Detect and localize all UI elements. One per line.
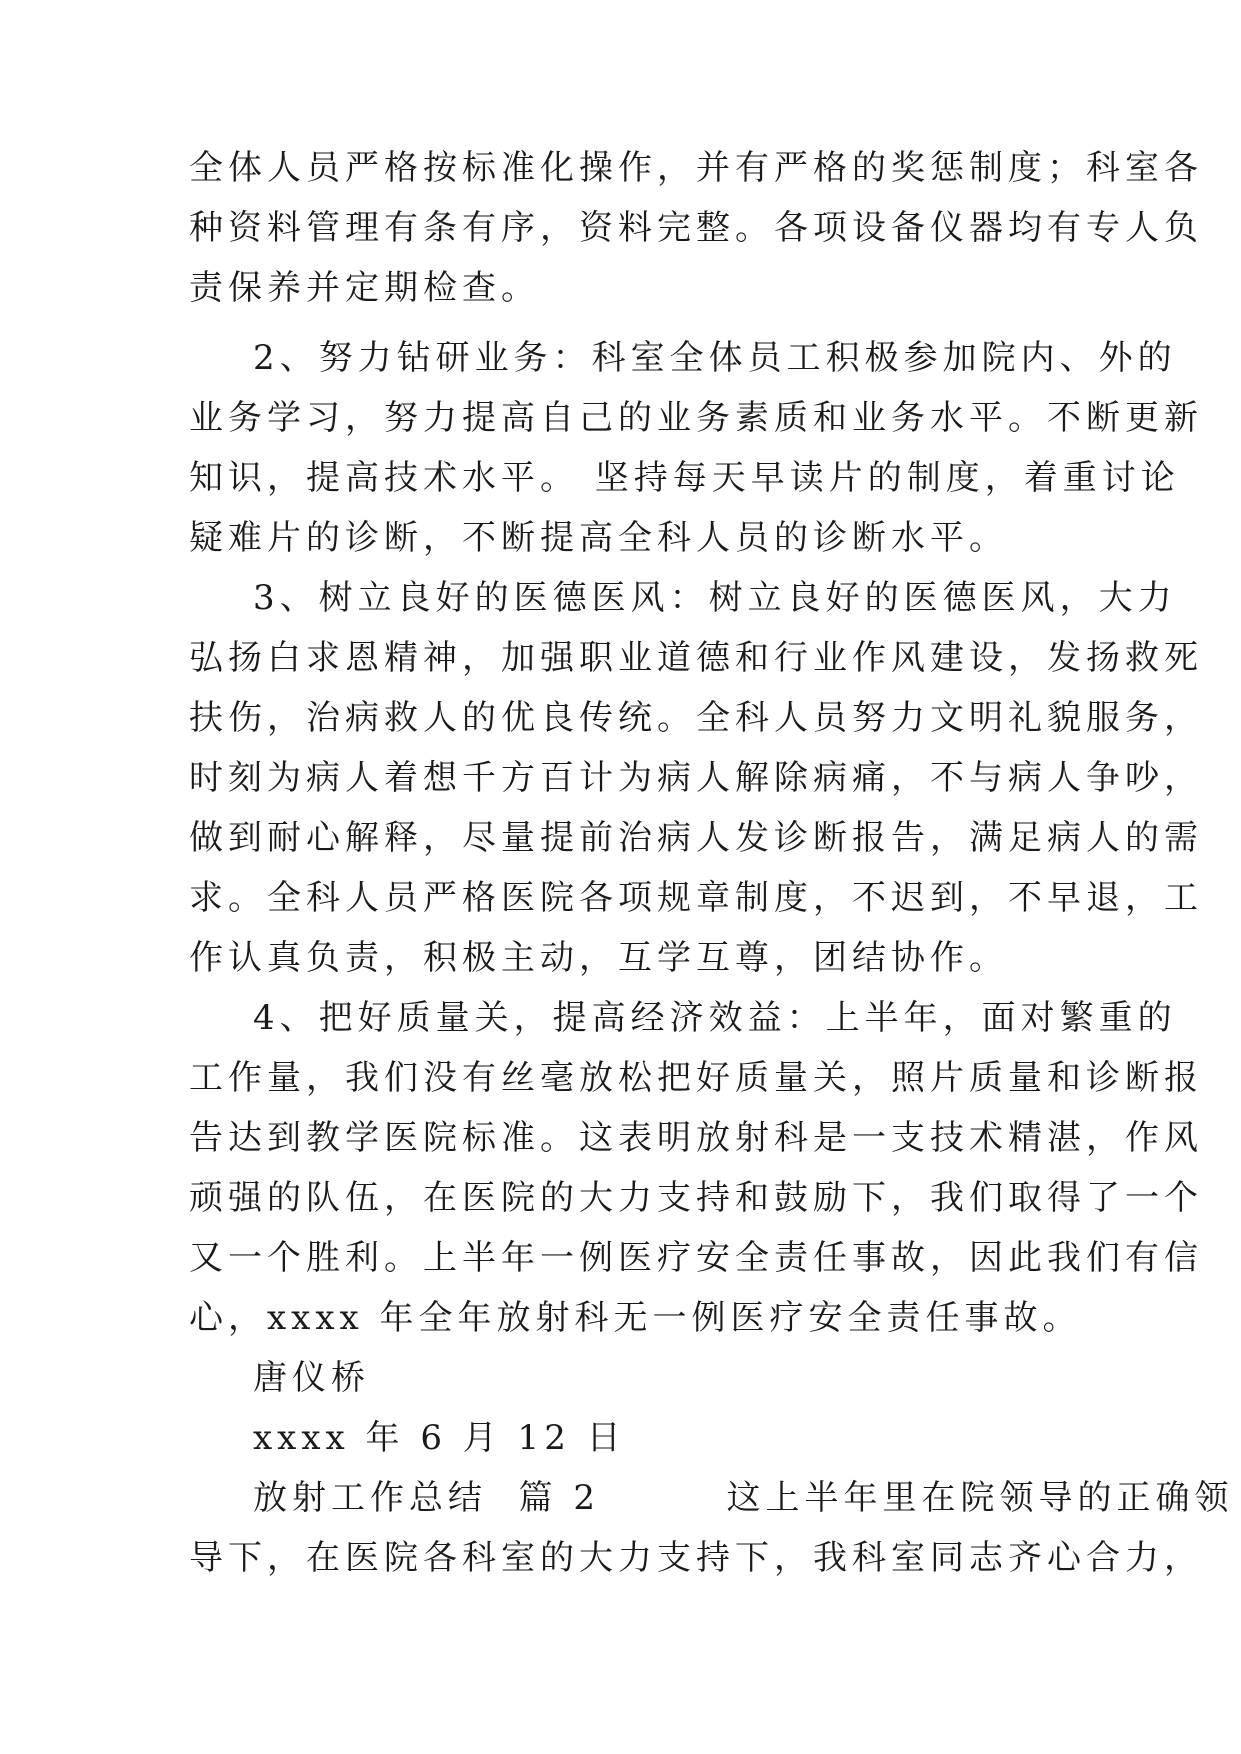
text-line: 扶伤，治病救人的优良传统。全科人员努力文明礼貌服务， (189, 698, 1203, 738)
signature-date: xxxx 年 6 月 12 日 (253, 1418, 626, 1458)
text-line: 时刻为病人着想千方百计为病人解除病痛，不与病人争吵， (189, 758, 1203, 798)
text-line: 导下，在医院各科室的大力支持下，我科室同志齐心合力， (189, 1538, 1203, 1578)
paragraph-start-line: 4、把好质量关，提高经济效益：上半年，面对繁重的 (253, 998, 1177, 1038)
text-line: 作认真负责，积极主动，互学互尊，团结协作。 (189, 938, 1008, 978)
text-line: 求。全科人员严格医院各项规章制度，不迟到，不早退，工 (189, 878, 1203, 918)
text-line: 全体人员严格按标准化操作，并有严格的奖惩制度；科室各 (189, 148, 1203, 188)
text-line: 工作量，我们没有丝毫放松把好质量关，照片质量和诊断报 (189, 1058, 1203, 1098)
text-line: 疑难片的诊断，不断提高全科人员的诊断水平。 (189, 518, 1008, 558)
text-line: 责保养并定期检查。 (189, 268, 540, 308)
text-line: 知识，提高技术水平。 坚持每天早读片的制度，着重讨论 (189, 458, 1180, 498)
paragraph-start-line: 2、努力钻研业务：科室全体员工积极参加院内、外的 (253, 338, 1177, 378)
text-line: 做到耐心解释，尽量提前治病人发诊断报告，满足病人的需 (189, 818, 1203, 858)
text-line: 心，xxxx 年全年放射科无一例医疗安全责任事故。 (189, 1298, 1082, 1338)
text-line: 告达到教学医院标准。这表明放射科是一支技术精湛，作风 (189, 1118, 1203, 1158)
text-line: 种资料管理有条有序，资料完整。各项设备仪器均有专人负 (189, 208, 1203, 248)
paragraph-start-line: 3、树立良好的医德医风：树立良好的医德医风，大力 (253, 578, 1177, 618)
text-line: 又一个胜利。上半年一例医疗安全责任事故，因此我们有信 (189, 1238, 1203, 1278)
text-line: 顽强的队伍，在医院的大力支持和鼓励下，我们取得了一个 (189, 1178, 1203, 1218)
text-line: 业务学习，努力提高自己的业务素质和业务水平。不断更新 (189, 398, 1203, 438)
text-line: 弘扬白求恩精神，加强职业道德和行业作风建设，发扬救死 (189, 638, 1203, 678)
signature-name: 唐仪桥 (253, 1358, 370, 1398)
section-heading-line: 放射工作总结 篇 2 这上半年里在院领导的正确领 (253, 1478, 1234, 1518)
